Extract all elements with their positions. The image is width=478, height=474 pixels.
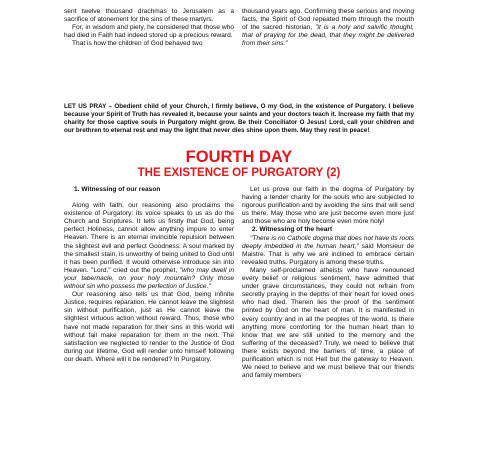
paragraph: Many self-proclaimed atheists who have renounced every belief or religious sentiment, have admitted that under grave circumstances, they could not refrain from secretly praying in the depths of their heart for loved ones who had died. Therein lies the proof of the sentiment printed by God on the heart of man. It is manifested in every country and in all the peoples of the world. Is there anything more comforting for the human heart than to know that we are still united to the memory and the suffering of the deceased? Truly, we need to believe that there exists beyond the barriers of time, a place of purification which is not Hell but the gateway to Heaven. We need to believe and we must believe that our friends and family members: [242, 266, 414, 380]
paragraph: That is how the children of God behaved two: [72, 40, 203, 48]
paragraph: [242, 8, 414, 48]
paragraph-text: Along with faith, our reasoning also proclaims the existence of Purgatory: its voice speaks to us as do the Church and Scriptures. It tells us firstly that God, being perfect Holiness, cannot allow anything impure to enter Heaven. There is an eternal invincible repulsion between the slightest evil and perfect Goodness. A soul marked by the smallest stain, is unworthy of being united to God until it has been purified. It would otherwise introduce sin into Heaven. "Lord," cried out the prophet,: [64, 202, 234, 274]
paragraph-text: said Monsieur de Maistre. That is why we are inclined to embrace certain revealed truths. Purgatory is among these truths.: [242, 242, 414, 266]
section-heading: 2. Witnessing of the heart: [252, 226, 333, 234]
top-right-column: [242, 8, 414, 48]
paragraph: Let us prove our faith in the dogma of Purgatory by having a tender charity for the souls who are subjected to rigorous purification and by avoiding the sins that will send us there. May those who are just become even more just and those who are holy become even more holy!: [242, 186, 414, 226]
paragraph: For, in wisdom and piety, he considered that those who had died in Faith had indeed stored up a precious reward.: [64, 24, 234, 40]
chapter-subtitle: THE EXISTENCE OF PURGATORY (2): [137, 167, 341, 179]
prayer-paragraph: LET US PRAY – Obedient child of your Church, I firmly believe, O my God, in the existence of Purgatory. I believe because your Spirit of Truth has revealed it, because your saints and your doctors teach it. Increase my faith that my charity for those captive souls in Purgatory might grow. Be their Conciliator O Jesus! Lord, call your children and our brethren to eternal rest and may the light that never dies shine upon them. May they rest in peace!: [64, 103, 414, 134]
paragraph-text: thousand years ago. Confirming these serious and moving facts, the Spirit of God repeated them through the mouth of the sacred historian,: [242, 8, 414, 32]
paragraph: [64, 202, 234, 291]
main-left-column: [64, 186, 234, 364]
quote: "There is no Catholic dogma that does not have its roots deeply imbedded in the human heart,": [242, 234, 414, 250]
paragraph: sent twelve thousand drachmas to Jerusalem as a sacrifice of atonement for the sins of these martyrs.: [64, 8, 234, 24]
paragraph: [242, 235, 414, 267]
main-right-column: [242, 186, 414, 380]
top-left-column: [64, 8, 234, 48]
paragraph: Our reasoning also tells us that God, being infinite Justice, requires reparation. He cannot leave the slightest sin without purification, just as He cannot leave the slightest virtuous action without reward. Thus, those who have not made reparation for their sins in this world will without fail make reparation for them in the next. The satisfaction we neglected to render to the Justice of God during our lifetime, God will render unto himself following our death. Where will it be rendered? In Purgatory.: [64, 291, 234, 363]
scripture-quote: "who may dwell in your tabernacle, on your holy mountain? Only those without sin who possess the perfection of Justice.": [64, 266, 234, 291]
section-heading: 1. Witnessing of our reason: [74, 186, 161, 193]
day-title: FOURTH DAY: [185, 148, 293, 166]
scripture-quote: "it is a holy and salvific thought, that of praying for the dead, that they might be delivered from their sins.": [242, 24, 414, 48]
